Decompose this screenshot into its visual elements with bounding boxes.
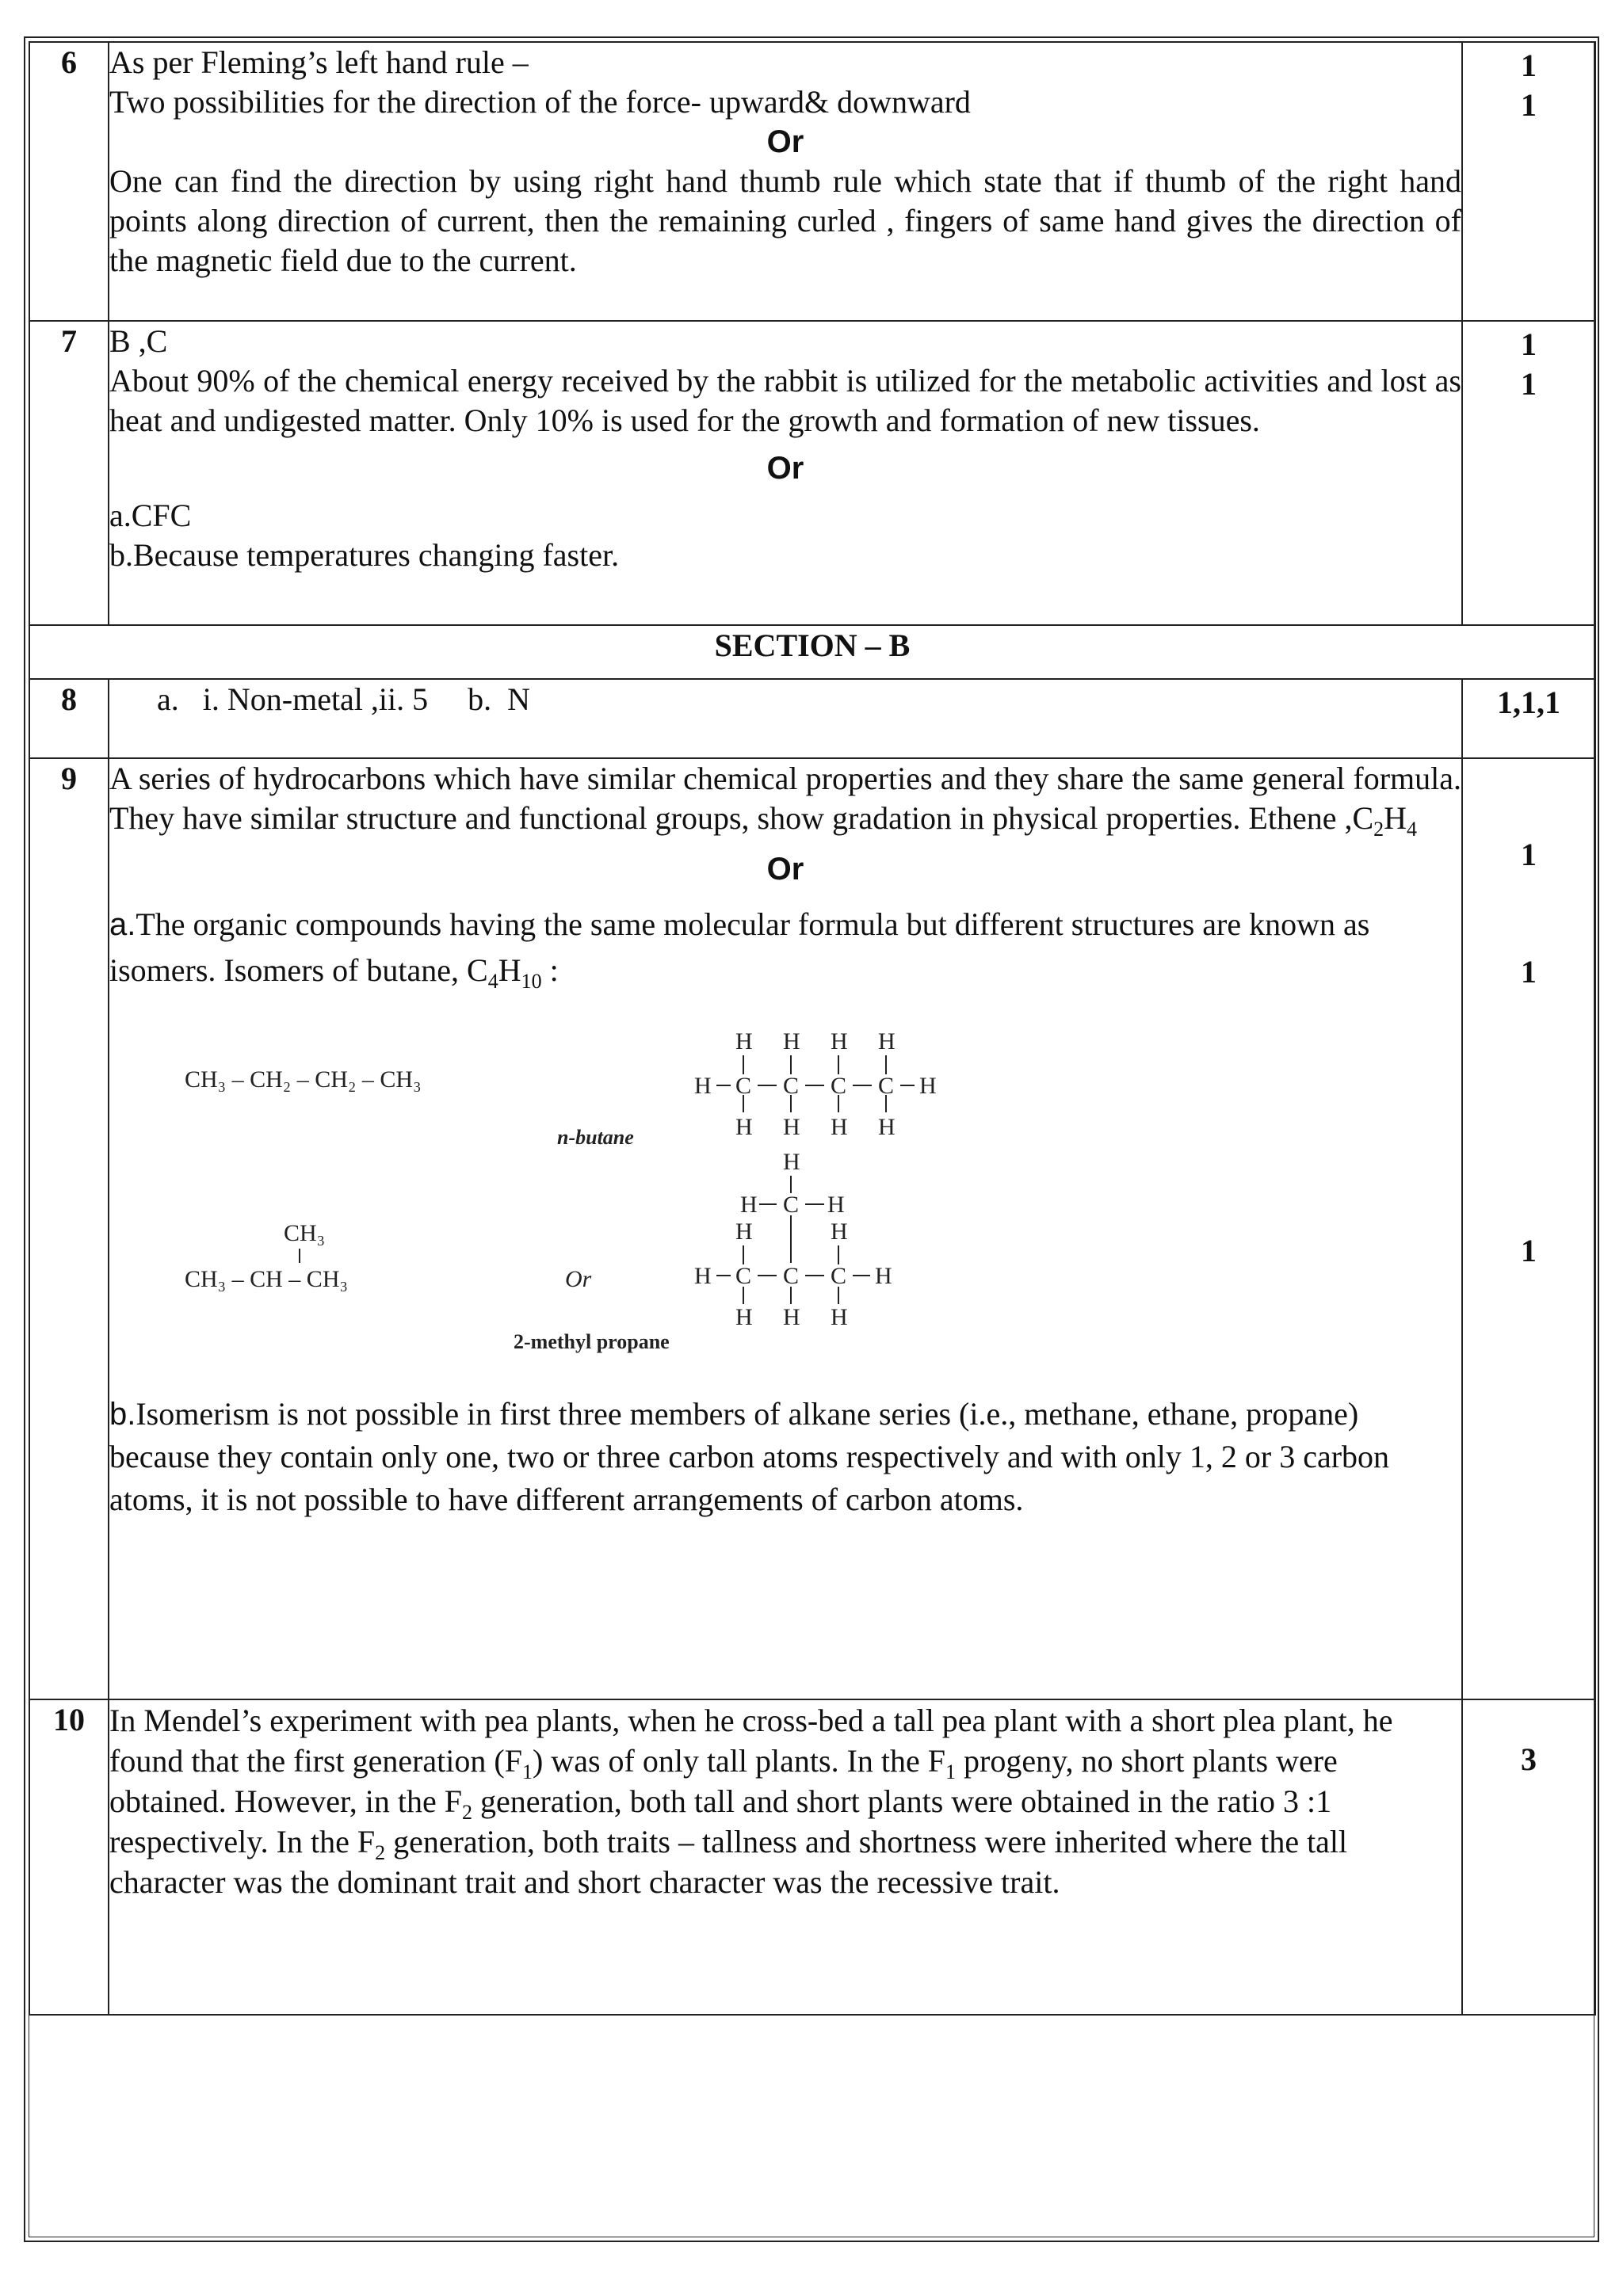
subscript: 1 (521, 1760, 533, 1783)
mark-value: 1 (1521, 326, 1537, 362)
atom-h: H (783, 1028, 800, 1055)
mark-value: 1,1,1 (1497, 685, 1560, 720)
marks-cell (1462, 1699, 1595, 2015)
atom-c: C (783, 1263, 800, 1289)
item-label: a. (109, 907, 136, 942)
question-row-7 (29, 321, 1595, 625)
subscript: 2 (461, 1801, 472, 1824)
question-number: 7 (29, 321, 109, 625)
answer-paragraph (109, 1393, 1461, 1521)
subscript: 4 (1407, 818, 1418, 841)
atom-h: H (783, 1304, 800, 1330)
answer-line: a.CFC (109, 498, 192, 533)
mark-value: 3 (1521, 1741, 1537, 1777)
section-title: SECTION – B (29, 625, 1595, 679)
atom-h: H (694, 1073, 712, 1099)
answer-text: The organic compounds having the same molecular formula but different structures are known as isomers. Isomers of butane, C (109, 906, 1370, 988)
subscript: 2 (1373, 818, 1384, 841)
question-row-6 (29, 42, 1595, 321)
marks-cell (1462, 758, 1595, 1699)
answer-line: Two possibilities for the direction of the force- upward& downward (109, 84, 971, 120)
n-butane-formula: CH₃ – CH₂ – CH₂ – CH₃ (185, 1066, 422, 1093)
mark-value: 1 (1521, 954, 1537, 990)
answer-cell (109, 679, 1462, 758)
atom-h: H (694, 1263, 712, 1289)
marking-scheme-table (29, 41, 1596, 2016)
or-separator: Or (766, 124, 804, 159)
atom-h: H (735, 1304, 753, 1330)
question-number: 8 (29, 679, 109, 758)
2-methyl-propane-label: 2-methyl propane (514, 1330, 670, 1353)
mark-value: 1 (1521, 87, 1537, 123)
question-row-10 (29, 1699, 1595, 2015)
subscript: 1 (945, 1760, 957, 1783)
question-row-8 (29, 679, 1595, 758)
question-row-9 (29, 758, 1595, 1699)
marks-cell (1462, 42, 1595, 321)
marks-cell (1462, 679, 1595, 758)
answer-cell (109, 758, 1462, 1699)
atom-h: H (740, 1192, 758, 1218)
question-number: 6 (29, 42, 109, 321)
atom-h: H (919, 1073, 937, 1099)
atom-c: C (831, 1263, 847, 1289)
answer-cell (109, 321, 1462, 625)
atom-c: C (735, 1263, 752, 1289)
item-label: b. (109, 1397, 136, 1432)
answer-paragraph: About 90% of the chemical energy received by the rabbit is utilized for the metabolic activities and lost as heat and undigested matter. Only 10% is used for the growth and formation of new tissues. (109, 363, 1461, 438)
answer-text: Isomerism is not possible in first three members of alkane series (i.e., methane, ethane, propane) because they contain only one, two or three carbon atoms respectively and with only 1, 2 or 3 carbon atoms, it is not possible to have different arrangements of carbon atoms. (109, 1396, 1390, 1517)
answer-line: b.Because temperatures changing faster. (109, 537, 620, 573)
marks-cell (1462, 321, 1595, 625)
or-separator: Or (766, 451, 804, 486)
answer-cell (109, 42, 1462, 321)
answer-paragraph (109, 1700, 1461, 1902)
atom-h: H (878, 1114, 896, 1140)
atom-c: C (783, 1073, 800, 1099)
answer-line: As per Fleming’s left hand rule – (109, 44, 529, 80)
mark-value: 1 (1521, 366, 1537, 402)
atom-h: H (783, 1114, 800, 1140)
atom-h: H (831, 1028, 848, 1055)
mark-value: 1 (1521, 1233, 1537, 1268)
atom-h: H (831, 1219, 848, 1245)
answer-text: In Mendel’s experiment with pea plants, when he cross-bed a tall pea plant with a short plea plant, he found that the first generation (F (109, 1703, 1393, 1779)
question-number: 10 (29, 1699, 109, 2015)
subscript: 10 (521, 970, 542, 993)
answer-text: progeny, no short plants were obtained. However, in the F (109, 1743, 1338, 1819)
methyl-branch: CH₃ (284, 1220, 326, 1246)
n-butane-label: n-butane (557, 1126, 634, 1149)
answer-text: H (498, 952, 521, 988)
section-row (29, 625, 1595, 679)
answer-paragraph (109, 902, 1461, 994)
atom-h: H (875, 1263, 892, 1289)
or-separator: Or (766, 852, 804, 887)
question-number: 9 (29, 758, 109, 1699)
answer-text: H (1384, 800, 1407, 836)
subscript: 4 (487, 970, 498, 993)
answer-paragraph: One can find the direction by using right hand thumb rule which state that if thumb of the right hand points along direction of current, then the remaining curled , fingers of same hand gives the direction of the magnetic field due to the current. (109, 163, 1461, 278)
mark-value: 1 (1521, 837, 1537, 872)
atom-c: C (783, 1192, 800, 1218)
answer-paragraph (109, 759, 1461, 841)
atom-h: H (831, 1304, 848, 1330)
subscript: 2 (375, 1841, 386, 1864)
atom-c: C (831, 1073, 847, 1099)
answer-line: a. i. Non-metal ,ii. 5 b. N (157, 681, 531, 717)
atom-c: C (735, 1073, 752, 1099)
answer-cell (109, 1699, 1462, 2015)
2-methyl-propane-formula: CH₃ – CH – CH₃ (185, 1266, 348, 1292)
atom-c: C (878, 1073, 895, 1099)
atom-h: H (878, 1028, 896, 1055)
atom-h: H (783, 1149, 800, 1175)
atom-h: H (735, 1028, 753, 1055)
mark-value: 1 (1521, 48, 1537, 83)
atom-h: H (827, 1192, 845, 1218)
answer-text: ) was of only tall plants. In the F (532, 1743, 946, 1779)
atom-h: H (831, 1114, 848, 1140)
or-label: Or (565, 1266, 592, 1292)
answer-text: A series of hydrocarbons which have similar chemical properties and they share the same general formula. They have similar structure and functional groups, show gradation in physical properties. Ethene ,C (109, 761, 1461, 836)
atom-h: H (735, 1219, 753, 1245)
butane-isomers-diagram (109, 1001, 1140, 1382)
answer-text: : (541, 952, 559, 988)
atom-h: H (735, 1114, 753, 1140)
answer-line: B ,C (109, 323, 168, 359)
answer-text: generation, both tall and short plants were obtained in the ratio 3 :1 respectively. In the F (109, 1783, 1332, 1859)
answer-text: generation, both traits – tallness and shortness were inherited where the tall character was the dominant trait and short character was the recessive trait. (109, 1824, 1348, 1900)
